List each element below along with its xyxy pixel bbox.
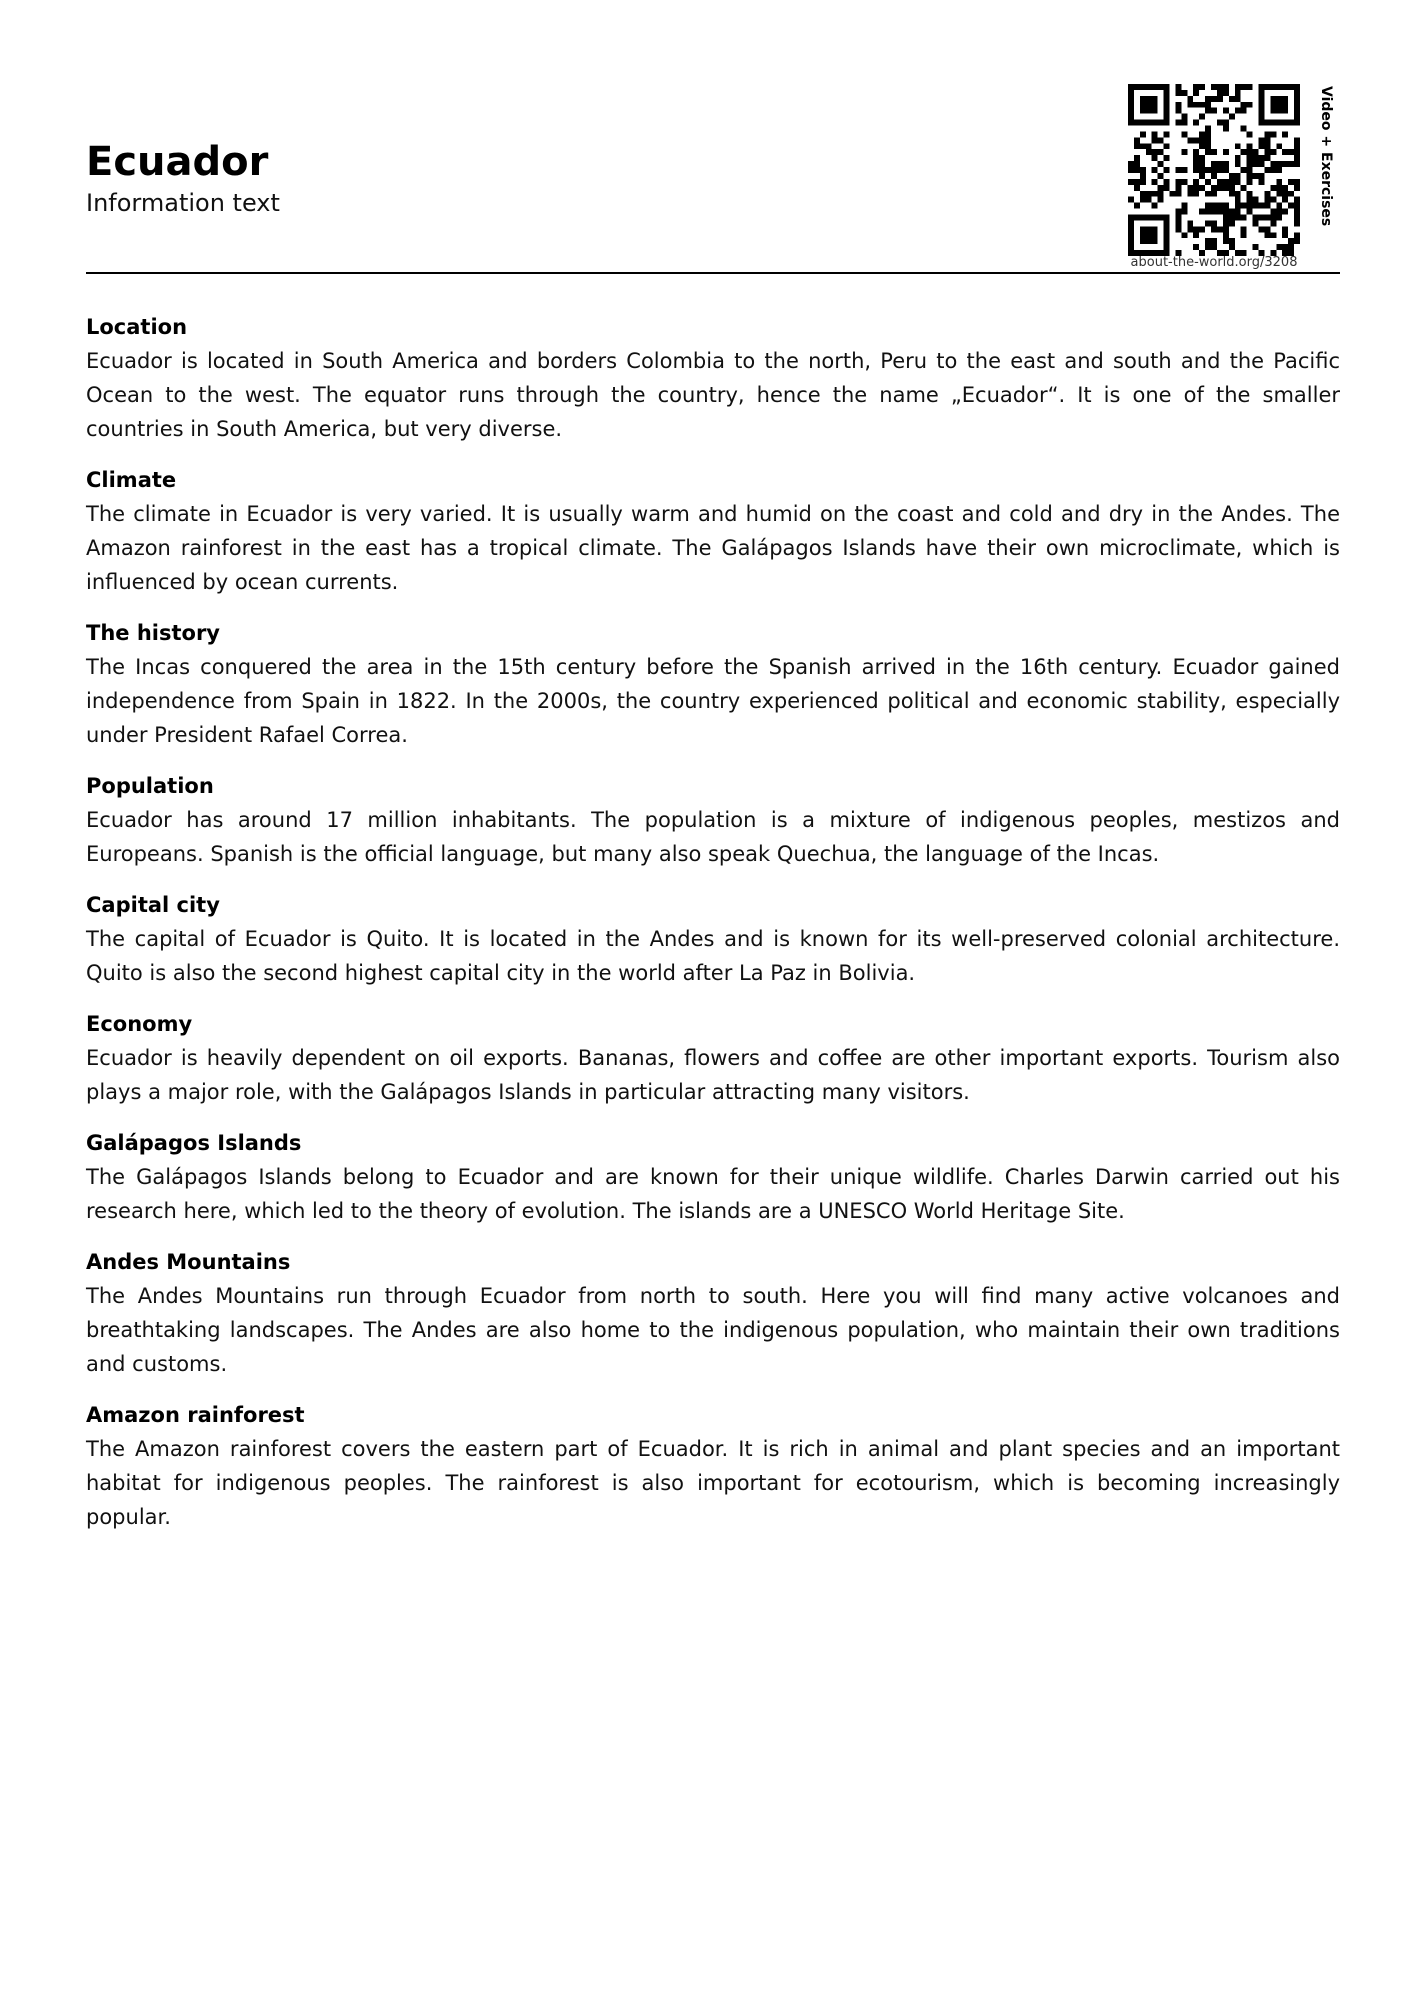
section-galapagos-islands bbox=[86, 1126, 1340, 1228]
section-heading: Amazon rainforest bbox=[86, 1403, 305, 1427]
section-andes-mountains bbox=[86, 1245, 1340, 1381]
section-body: Ecuador is heavily dependent on oil exports. Bananas, flowers and coffee are other important exports. Tourism also plays a major role, with the Galápagos Islands in particular attracting many visitors. bbox=[86, 1046, 1340, 1104]
section-heading: Andes Mountains bbox=[86, 1250, 291, 1274]
header-divider bbox=[86, 272, 1340, 274]
section-population bbox=[86, 769, 1340, 871]
section-body: The Andes Mountains run through Ecuador from north to south. Here you will find many active volcanoes and breathtaking landscapes. The Andes are also home to the indigenous population, who maintain their own traditions and customs. bbox=[86, 1284, 1340, 1376]
page-header bbox=[86, 0, 1340, 274]
section-body: The Galápagos Islands belong to Ecuador and are known for their unique wildlife. Charles Darwin carried out his research here, which led to the theory of evolution. The islands are a UNESCO World Heritage Site. bbox=[86, 1165, 1340, 1223]
section-heading: Galápagos Islands bbox=[86, 1131, 302, 1155]
section-body: The climate in Ecuador is very varied. It is usually warm and humid on the coast and cold and dry in the Andes. The Amazon rainforest in the east has a tropical climate. The Galápagos Islands have their own microclimate, which is influenced by ocean currents. bbox=[86, 502, 1340, 594]
section-history bbox=[86, 616, 1340, 752]
section-capital-city bbox=[86, 888, 1340, 990]
section-heading: The history bbox=[86, 621, 220, 645]
section-economy bbox=[86, 1007, 1340, 1109]
page-title: Ecuador bbox=[86, 139, 269, 185]
page-subtitle: Information text bbox=[86, 189, 280, 217]
section-body: Ecuador has around 17 million inhabitants. The population is a mixture of indigenous peoples, mestizos and Europeans. Spanish is the official language, but many also speak Quechua, the language of the Incas. bbox=[86, 808, 1340, 866]
section-climate bbox=[86, 463, 1340, 599]
section-heading: Location bbox=[86, 315, 188, 339]
section-body: The Incas conquered the area in the 15th century before the Spanish arrived in the 16th century. Ecuador gained independence from Spain in 1822. In the 2000s, the country experienced political and economic stability, especially under President Rafael Correa. bbox=[86, 655, 1340, 747]
document-body bbox=[86, 310, 1340, 1551]
qr-code-icon[interactable] bbox=[1124, 80, 1304, 260]
qr-url-link[interactable]: about-the-world.org/3208 bbox=[1130, 255, 1298, 270]
section-heading: Economy bbox=[86, 1012, 193, 1036]
section-location bbox=[86, 310, 1340, 446]
section-body: Ecuador is located in South America and borders Colombia to the north, Peru to the east and south and the Pacific Ocean to the west. The equator runs through the country, hence the name „Ecuador“. It is one of the smaller countries in South America, but very diverse. bbox=[86, 349, 1340, 441]
section-heading: Capital city bbox=[86, 893, 220, 917]
section-amazon-rainforest bbox=[86, 1398, 1340, 1534]
section-body: The Amazon rainforest covers the eastern part of Ecuador. It is rich in animal and plant species and an important habitat for indigenous peoples. The rainforest is also important for ecotourism, which is becoming increasingly popular. bbox=[86, 1437, 1340, 1529]
qr-block[interactable] bbox=[1124, 80, 1340, 272]
section-heading: Climate bbox=[86, 468, 177, 492]
section-body: The capital of Ecuador is Quito. It is located in the Andes and is known for its well-preserved colonial architecture. Quito is also the second highest capital city in the world after La Paz in Bolivia. bbox=[86, 927, 1340, 985]
section-heading: Population bbox=[86, 774, 214, 798]
qr-side-label: Video + Exercises bbox=[1318, 86, 1334, 227]
